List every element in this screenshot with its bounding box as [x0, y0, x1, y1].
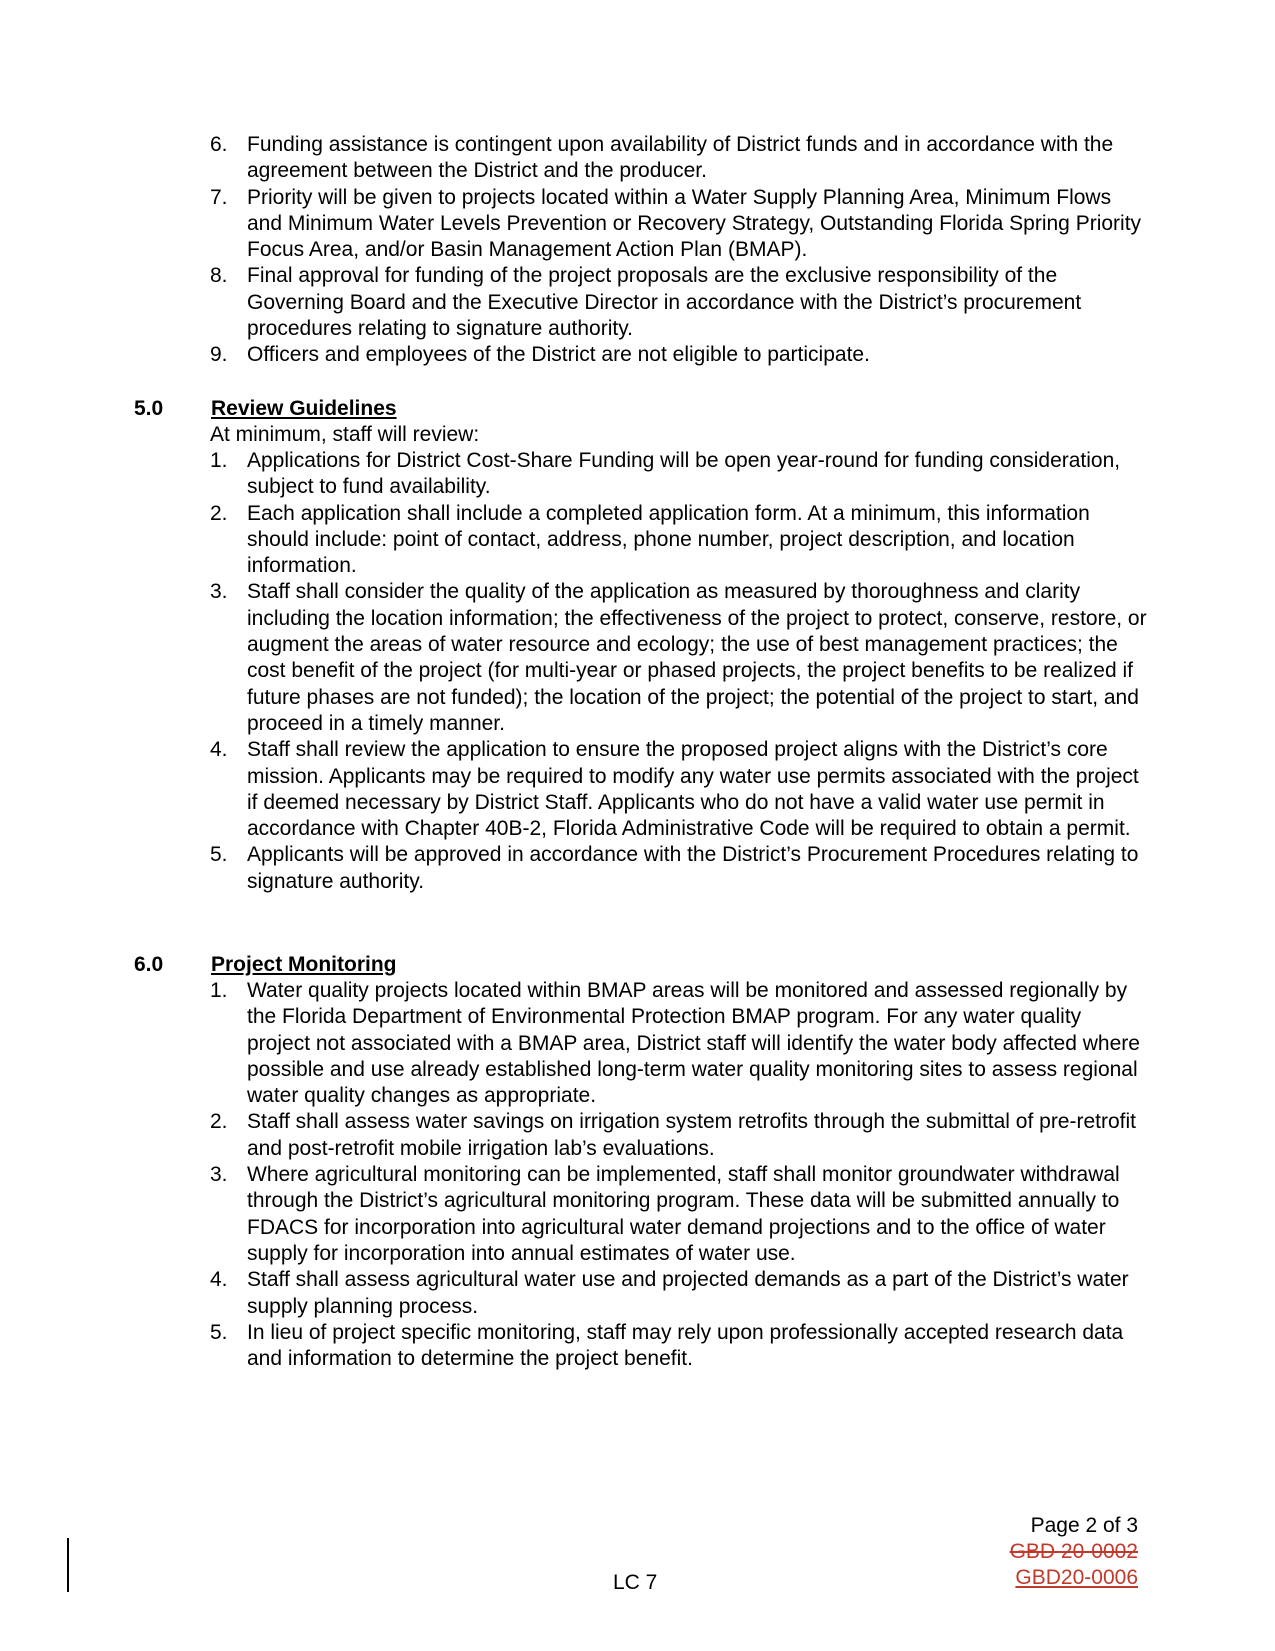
list-item: [0, 842, 1275, 895]
revision-old-number: GBD 20-0002: [1009, 1540, 1138, 1563]
revision-new-number: GBD20-0006: [1015, 1566, 1138, 1589]
section-5-intro: At minimum, staff will review:: [210, 423, 480, 446]
list-item: [0, 132, 1275, 185]
list-item: [0, 579, 1275, 737]
list-item: [0, 1267, 1275, 1320]
list-item-number: 9.: [210, 343, 228, 367]
list-item-number: 2.: [210, 1110, 228, 1134]
list-item-number: 7.: [210, 185, 228, 209]
list-item-text: Applicants will be approved in accordance with the District’s Procurement Procedures relating to signature authority.: [247, 843, 1139, 893]
list-item-number: 4.: [210, 738, 228, 762]
list-item: [0, 737, 1275, 842]
list-item-number: 2.: [210, 501, 228, 525]
list-item-text: Staff shall review the application to ensure the proposed project aligns with the District’s core mission. Applicants may be required to modify any water use permits associated with the project if deemed necessary by District Staff. Applicants who do not have a valid water use permit in accordance with Chapter 40B-2, Florida Administrative Code will be required to obtain a permit.: [247, 738, 1139, 841]
list-item: [0, 185, 1275, 264]
list-item-text: Funding assistance is contingent upon availability of District funds and in accordance with the agreement between the District and the producer.: [247, 133, 1114, 183]
list-item: [0, 263, 1275, 342]
section-title: Review Guidelines: [211, 397, 397, 420]
review-guidelines-list: [0, 448, 1275, 895]
list-item: [0, 978, 1275, 1109]
list-item-number: 3.: [210, 580, 228, 604]
list-item-text: Priority will be given to projects located within a Water Supply Planning Area, Minimum Flows and Minimum Water Levels Prevention or Recovery Strategy, Outstanding Florida Spring Priority Focus Area, and/or Basin Management Action Plan (BMAP).: [247, 185, 1142, 262]
list-item-number: 5.: [210, 1320, 228, 1344]
list-item: [0, 342, 1275, 368]
list-item-text: Staff shall assess agricultural water use and projected demands as a part of the District’s water supply planning process.: [247, 1268, 1129, 1318]
funding-conditions-list: [0, 132, 1275, 369]
list-item-number: 3.: [210, 1163, 228, 1187]
list-item-number: 1.: [210, 979, 228, 1002]
section-number: 6.0: [134, 953, 164, 976]
list-item-text: Each application shall include a completed application form. At a minimum, this information should include: point of contact, address, phone number, project description, and location information.: [247, 501, 1090, 578]
list-item: [0, 448, 1275, 501]
list-item-number: 5.: [210, 843, 228, 867]
list-item-number: 6.: [210, 133, 228, 156]
section-number: 5.0: [134, 397, 164, 420]
list-item-text: Water quality projects located within BMAP areas will be monitored and assessed regionally by the Florida Department of Environmental Protection BMAP program. For any water quality project not associated with a BMAP area, District staff will identify the water body affected where possible and use already established long-term water quality monitoring sites to assess regional water quality changes as appropriate.: [247, 979, 1140, 1108]
section-title: Project Monitoring: [211, 953, 397, 976]
list-item-number: 1.: [210, 449, 228, 472]
list-item-text: In lieu of project specific monitoring, staff may rely upon professionally accepted research data and information to determine the project benefit.: [247, 1320, 1124, 1371]
project-monitoring-list: [0, 978, 1275, 1372]
list-item-text: Staff shall assess water savings on irrigation system retrofits through the submittal of pre-retrofit and post-retrofit mobile irrigation lab’s evaluations.: [247, 1110, 1136, 1160]
list-item: [0, 1109, 1275, 1162]
page-code: LC 7: [613, 1571, 658, 1594]
list-item-text: Where agricultural monitoring can be implemented, staff shall monitor groundwater withdrawal through the District’s agricultural monitoring program. These data will be submitted annually to FDACS for incorporation into agricultural water demand projections and to the office of water supply for incorporation into annual estimates of water use.: [247, 1163, 1120, 1265]
page-number: Page 2 of 3: [1030, 1514, 1138, 1537]
list-item-text: Final approval for funding of the project proposals are the exclusive responsibility of the Governing Board and the Executive Director in accordance with the District’s procurement procedures relating to signature authority.: [247, 264, 1082, 341]
list-item-number: 4.: [210, 1268, 228, 1292]
list-item: [0, 1320, 1275, 1373]
list-item: [0, 501, 1275, 580]
list-item: [0, 1162, 1275, 1267]
list-item-text: Staff shall consider the quality of the application as measured by thoroughness and clarity including the location information; the effectiveness of the project to protect, conserve, restore, or augment the areas of water resource and ecology; the use of best management practices; the cost benefit of the project (for multi-year or phased projects, the project benefits to be realized if future phases are not funded); the location of the project; the potential of the project to start, and proceed in a timely manner.: [247, 580, 1147, 735]
list-item-text: Officers and employees of the District are not eligible to participate.: [247, 343, 870, 367]
list-item-number: 8.: [210, 264, 228, 288]
revision-margin-bar: [67, 1538, 69, 1592]
list-item-text: Applications for District Cost-Share Funding will be open year-round for funding consideration, subject to fund availability.: [247, 449, 1121, 499]
